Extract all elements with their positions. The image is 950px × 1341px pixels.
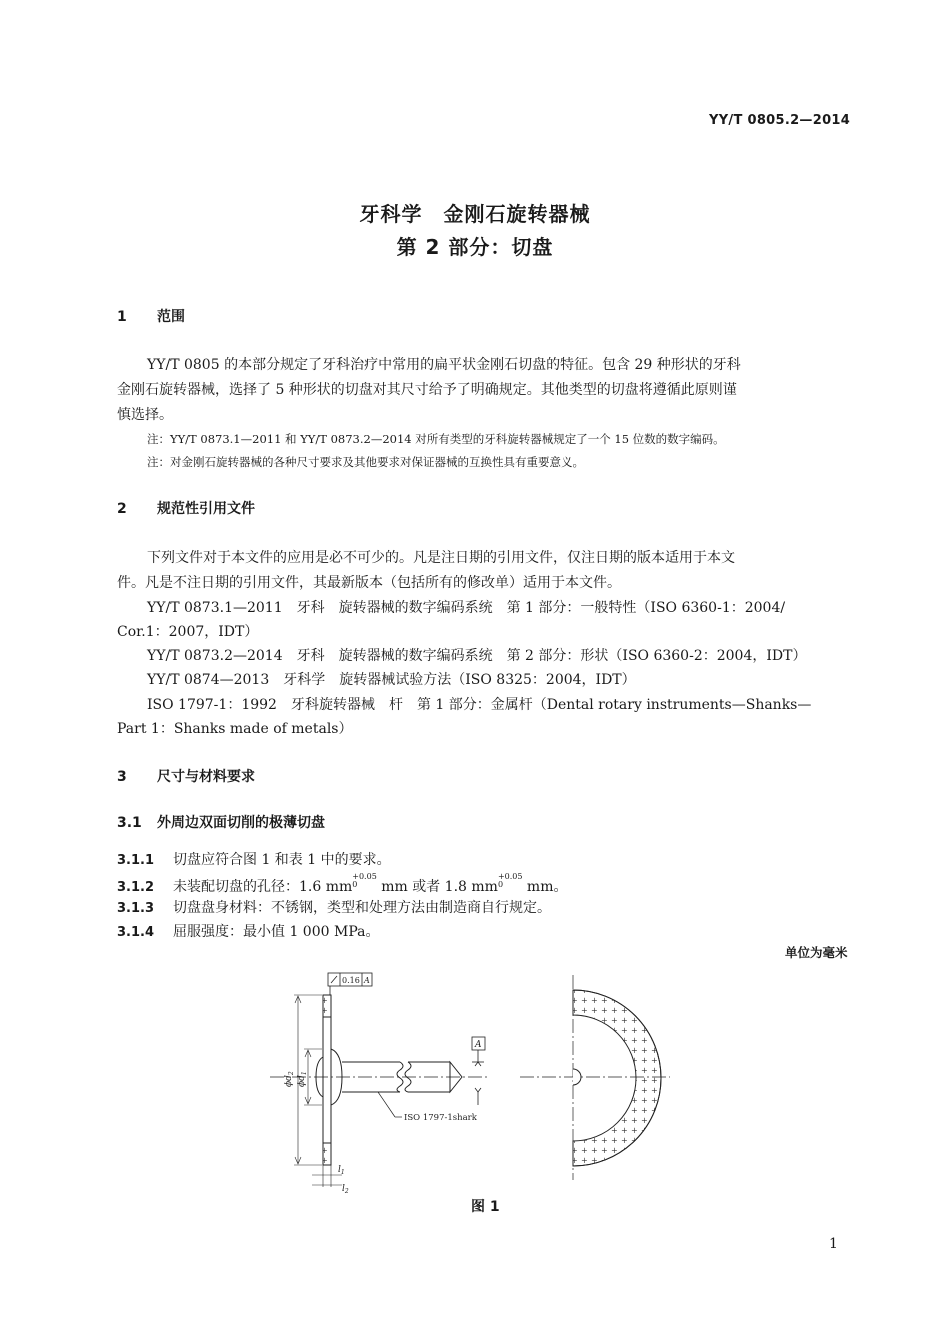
clause-text: 屈服强度：最小值 1 000 MPa。	[173, 924, 380, 940]
section2-number: 2	[117, 501, 127, 517]
section1-para-line1: YY/T 0805 的本部分规定了牙科治疗中常用的扁平状金刚石切盘的特征。包含 29 种形状的牙科	[147, 357, 741, 373]
title-line2: 第 2 部分：切盘	[396, 235, 554, 259]
clause-text: 切盘盘身材料：不锈钢，类型和处理方法由制造商自行规定。	[173, 900, 551, 916]
figure-1-drawing	[250, 965, 710, 1195]
section1-para-line2: 金刚石旋转器械，选择了 5 种形状的切盘对其尺寸给予了明确规定。其他类型的切盘将遵循此原则谨	[117, 382, 737, 398]
clause-text-mid: mm 或者 1.8 mm	[376, 879, 498, 895]
section2-intro-line2: 件。凡是不注日期的引用文件，其最新版本（包括所有的修改单）适用于本文件。	[117, 575, 621, 591]
dim-l2: $l_2$	[342, 1184, 349, 1195]
section1-title: 范围	[157, 309, 185, 325]
clause-number: 3.1.4	[117, 925, 155, 940]
clause-number: 3.1.1	[117, 853, 155, 868]
section2-title: 规范性引用文件	[157, 501, 255, 517]
clause-313	[117, 897, 551, 917]
dim-l1: $l_1$	[338, 1165, 345, 1176]
datum-label: A	[475, 1040, 482, 1050]
clause-314	[117, 921, 379, 941]
ref3: YY/T 0874—2013 牙科学 旋转器械试验方法（ISO 8325：2004，IDT）	[147, 672, 636, 688]
section31-heading	[117, 812, 325, 832]
section1-number: 1	[117, 309, 127, 325]
flatness-tolerance-frame	[328, 973, 372, 995]
clause-number: 3.1.2	[117, 880, 155, 895]
side-view	[270, 973, 490, 1195]
ref1-line1: YY/T 0873.1—2011 牙科 旋转器械的数字编码系统 第 1 部分：一般特性（ISO 6360-1：2004/	[147, 600, 786, 616]
section1-para-line3: 慎选择。	[117, 407, 173, 423]
section31-title: 外周边双面切削的极薄切盘	[157, 815, 325, 831]
section1-note1: 注：YY/T 0873.1—2011 和 YY/T 0873.2—2014 对所有类型的牙科旋转器械规定了一个 15 位数的数字编码。	[147, 432, 725, 446]
ref4-line2: Part 1：Shanks made of metals）	[117, 721, 353, 737]
standard-number: YY/T 0805.2—2014	[709, 113, 851, 128]
clause-312	[117, 873, 567, 896]
clause-text: 切盘应符合图 1 和表 1 中的要求。	[173, 852, 391, 868]
front-view	[520, 975, 670, 1180]
title-line1: 牙科学 金刚石旋转器械	[359, 202, 591, 226]
flatness-value: 0.16	[342, 976, 360, 985]
section2-intro-line1: 下列文件对于本文件的应用是必不可少的。凡是注日期的引用文件，仅注日期的版本适用于本文	[147, 550, 735, 566]
section1-heading	[117, 306, 185, 326]
section3-heading	[117, 766, 255, 786]
clause-311	[117, 849, 391, 869]
figure-caption: 图 1	[471, 1199, 500, 1215]
dim-d1: $\phi d_1$	[297, 1071, 308, 1087]
unit-note: 单位为毫米	[785, 945, 848, 960]
clause-text-post: mm。	[522, 879, 568, 895]
flatness-datum: A	[364, 976, 370, 985]
tolerance-2: +0.05 0	[497, 872, 523, 889]
ref1-line2: Cor.1：2007，IDT）	[117, 624, 259, 640]
ref2: YY/T 0873.2—2014 牙科 旋转器械的数字编码系统 第 2 部分：形状（ISO 6360-2：2004，IDT）	[147, 648, 807, 664]
clause-number: 3.1.3	[117, 901, 155, 916]
shank-label: ISO 1797-1shark	[404, 1113, 477, 1123]
ref4-line1: ISO 1797-1：1992 牙科旋转器械 杆 第 1 部分：金属杆（Dental rotary instruments—Shanks—	[147, 697, 812, 713]
dim-d2: $\phi d_2$	[284, 1071, 295, 1087]
tolerance-1: +0.05 0	[352, 872, 377, 889]
section2-heading	[117, 498, 255, 518]
section1-note2: 注：对金刚石旋转器械的各种尺寸要求及其他要求对保证器械的互换性具有重要意义。	[147, 455, 584, 469]
section3-number: 3	[117, 769, 127, 785]
page-number: 1	[829, 1236, 838, 1252]
clause-text-pre: 未装配切盘的孔径：1.6 mm	[173, 879, 353, 895]
section3-title: 尺寸与材料要求	[157, 769, 255, 785]
section31-number: 3.1	[117, 815, 142, 831]
